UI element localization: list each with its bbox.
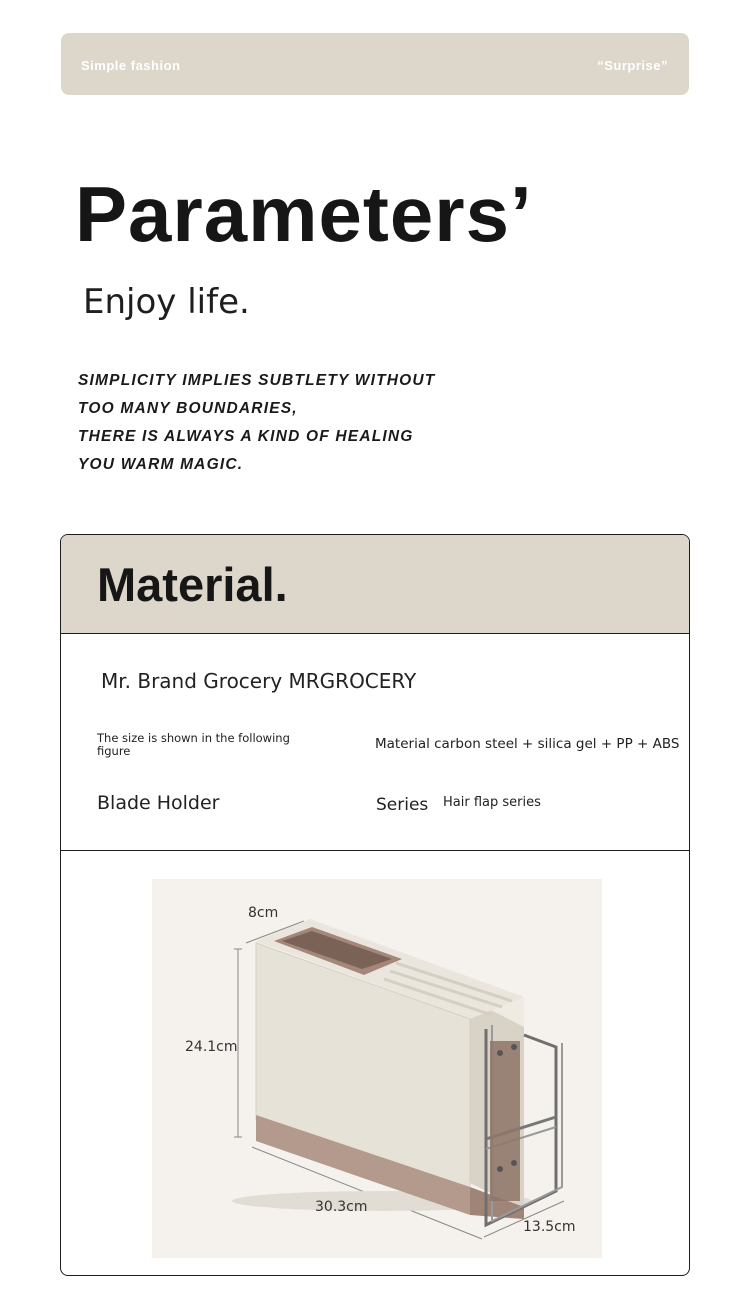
width-dimension-label: 30.3cm: [315, 1199, 368, 1215]
tagline-line: THERE IS ALWAYS A KIND OF HEALING: [78, 428, 414, 445]
tagline-line: TOO MANY BOUNDARIES,: [78, 400, 298, 417]
banner-right-text: “Surprise”: [597, 58, 668, 73]
banner-left-text: Simple fashion: [81, 58, 181, 73]
blade-holder-illustration: [152, 879, 602, 1258]
page-title: Parameters’: [75, 170, 533, 258]
side-dimension-label: 13.5cm: [523, 1219, 576, 1235]
product-image: [152, 879, 602, 1258]
tagline-line: SIMPLICITY IMPLIES SUBTLETY WITHOUT: [78, 372, 436, 389]
brand-name: Mr. Brand Grocery MRGROCERY: [101, 669, 417, 693]
top-banner: [61, 33, 689, 95]
tagline: [78, 370, 498, 482]
series-value: Hair flap series: [443, 795, 541, 810]
series-label: Series: [376, 795, 429, 815]
spec-card: [60, 534, 690, 1276]
tagline-line: YOU WARM MAGIC.: [78, 456, 244, 473]
product-name: Blade Holder: [97, 792, 220, 814]
spec-title: Material.: [97, 558, 288, 611]
depth-dimension-label: 8cm: [248, 905, 279, 921]
page-subtitle: Enjoy life.: [83, 282, 250, 322]
size-note: The size is shown in the following figure: [97, 731, 290, 758]
material-text: Material carbon steel + silica gel + PP + ABS: [375, 736, 680, 752]
spec-header: [61, 535, 689, 634]
spec-details: [61, 634, 689, 851]
height-dimension-label: 24.1cm: [185, 1039, 238, 1055]
